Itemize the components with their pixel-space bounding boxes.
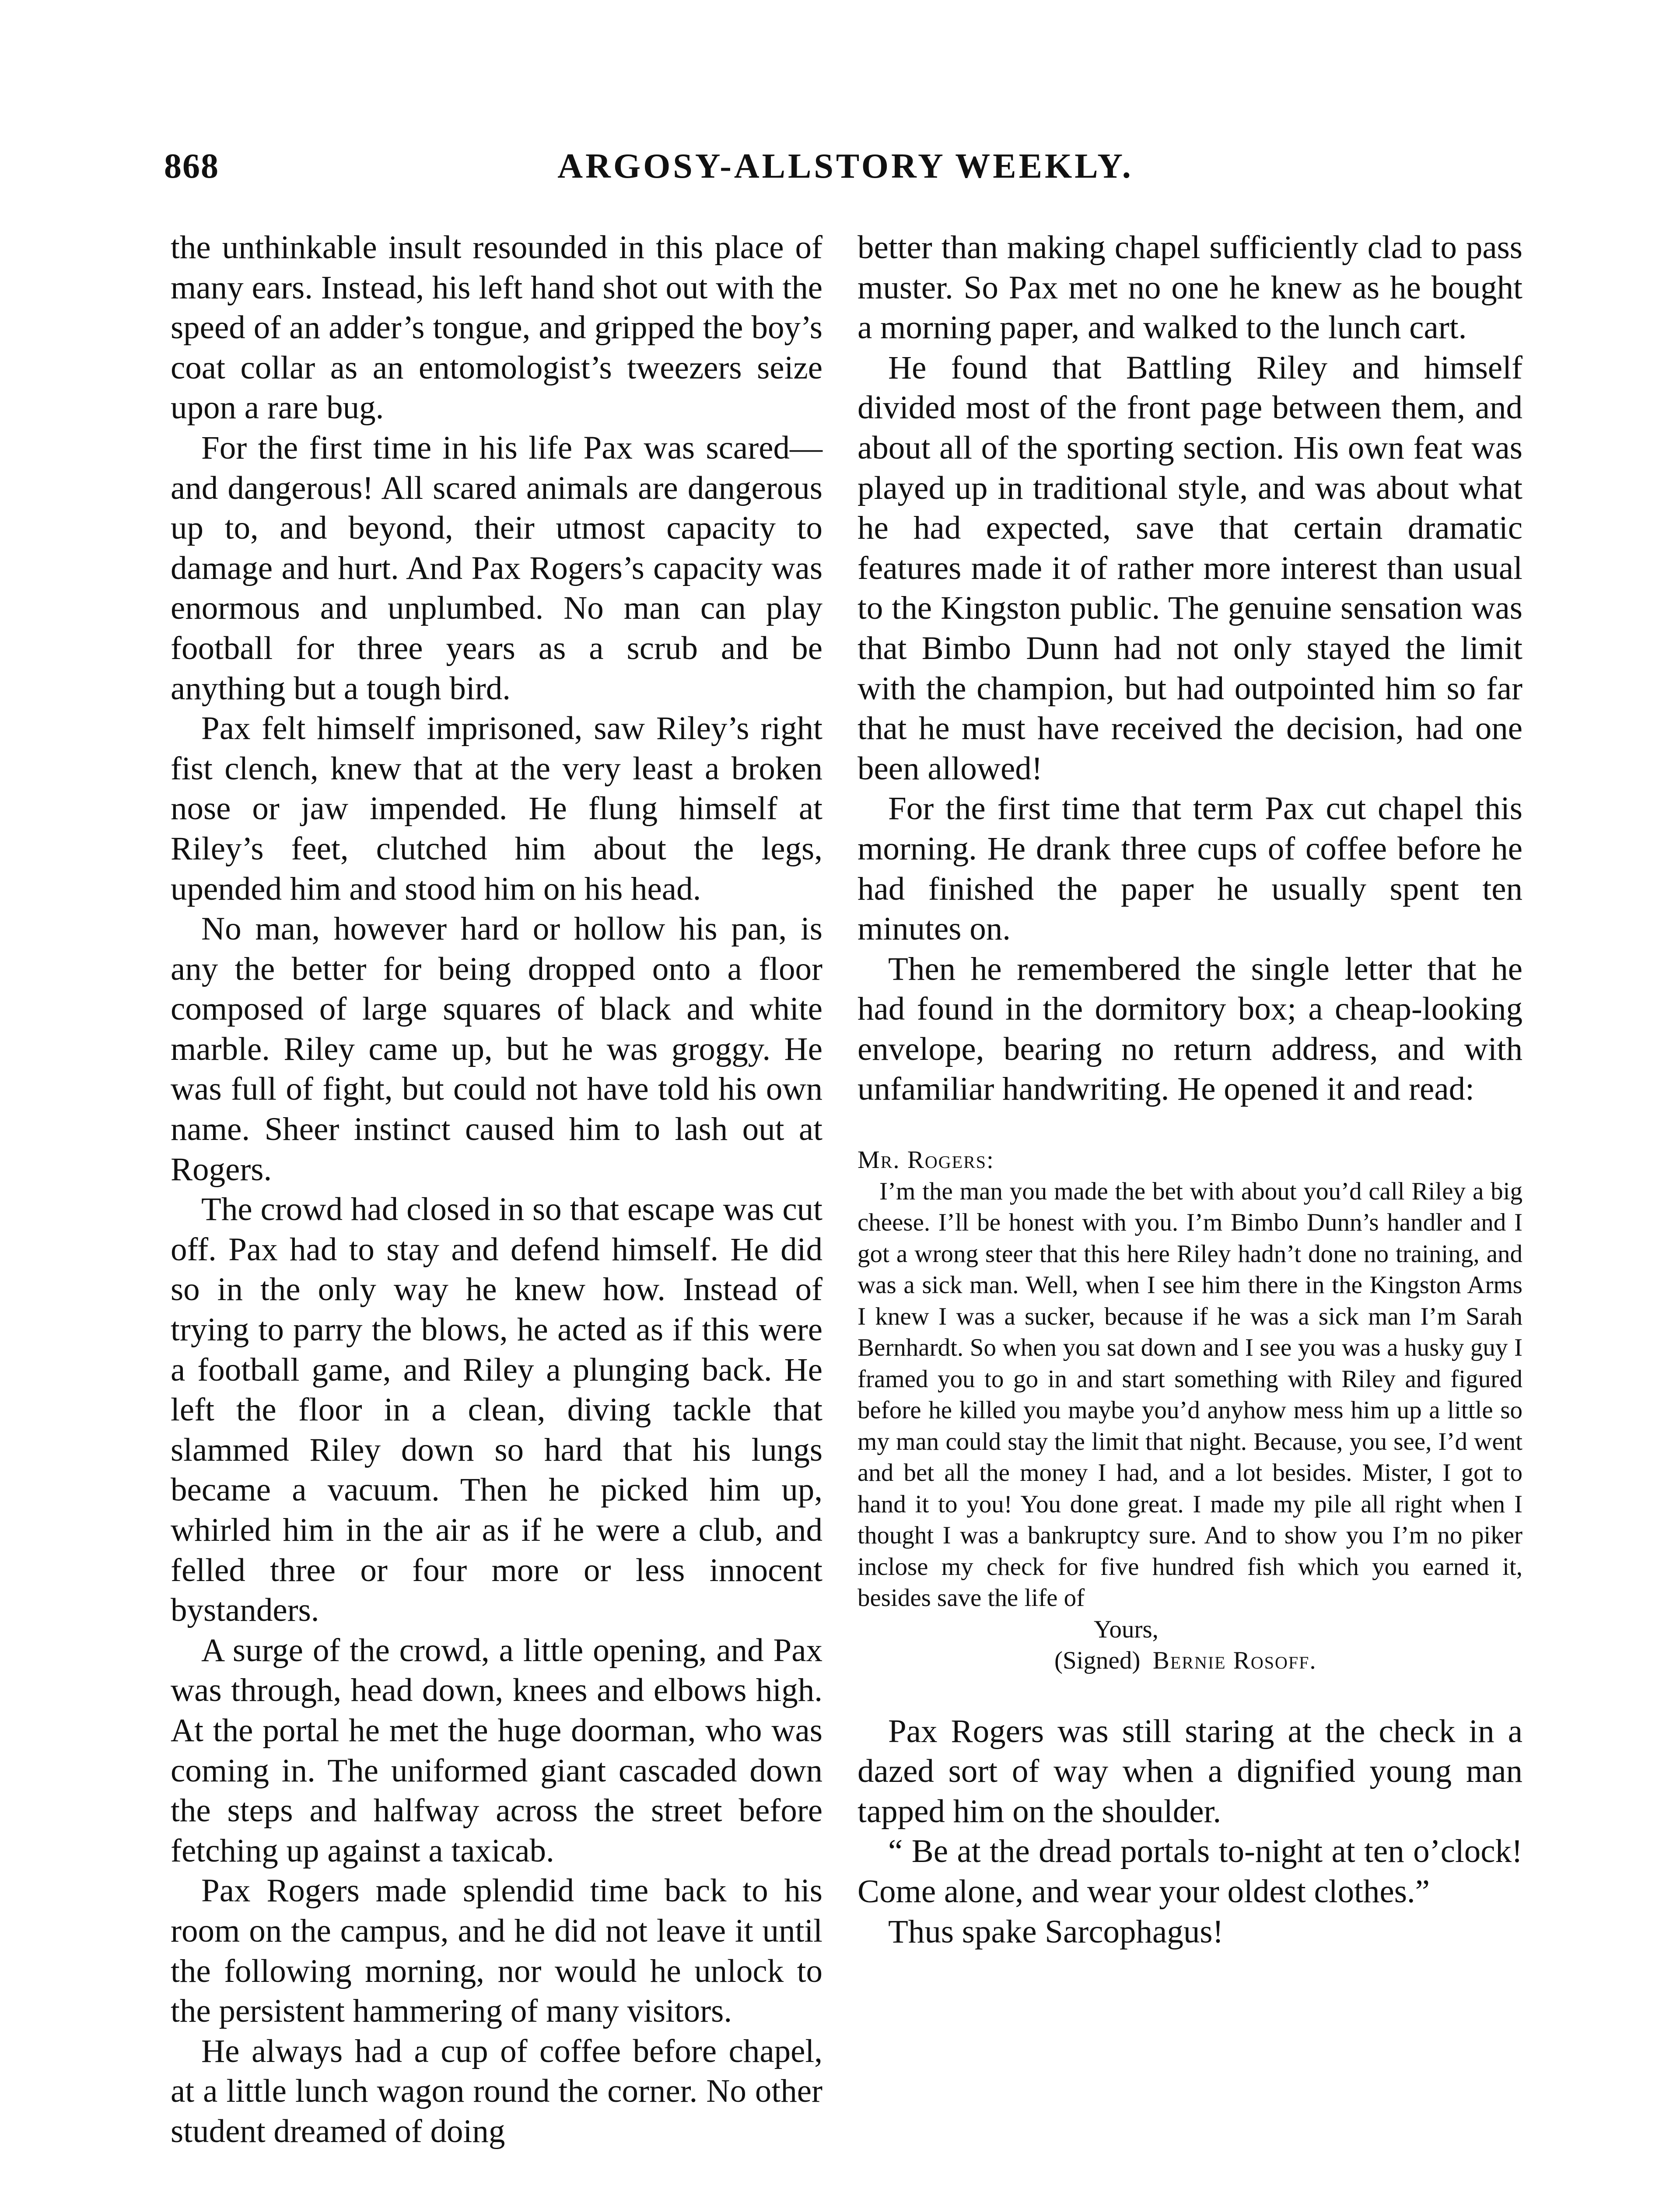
signature-name: Bernie Rosoff.	[1152, 1647, 1317, 1675]
paragraph: better than making chapel sufficiently clad to pass muster. So Pax met no one he knew as he bought a morning paper, and walked to the lunch cart.	[858, 229, 1522, 346]
page-header	[164, 147, 1527, 199]
paragraph: He found that Battling Riley and himself divided most of the front page between them, and about all of the sporting section. His own feat was played up in traditional style, and was about what he had expected, save that certain dramatic features made it of rather more interest than usual to the Kingston public. The genuine sensation was that Bimbo Dunn had not only stayed the limit with the champion, but had outpointed him so far that he must have received the decision, had one been allowed!	[858, 349, 1522, 787]
paragraph: Pax felt himself imprisoned, saw Riley’s right fist clench, knew that at the very least a broken nose or jaw impended. He flung himself at Riley’s feet, clutched him about the legs, upended him and stood him on his head.	[171, 710, 822, 907]
left-column	[171, 228, 822, 2152]
running-title: ARGOSY-ALLSTORY WEEKLY.	[557, 147, 1134, 186]
paragraph: “ Be at the dread portals to-night at ten o’clock! Come alone, and wear your oldest clothes.”	[858, 1833, 1522, 1910]
paragraph: Pax Rogers was still staring at the check in a dazed sort of way when a dignified young man tapped him on the shoulder.	[858, 1713, 1522, 1830]
paragraph: The crowd had closed in so that escape was cut off. Pax had to stay and defend himself. He did so in the only way he knew how. Instead of trying to parry the blows, he acted as if this were a football game, and Riley a plunging back. He left the floor in a clean, diving tackle that slammed Riley down so hard that his lungs became a vacuum. Then he picked him up, whirled him in the air as if he were a club, and felled three or four more or less innocent bystanders.	[171, 1191, 822, 1629]
signed-prefix: (Signed)	[1054, 1647, 1141, 1675]
page-number: 868	[164, 147, 219, 186]
letter-body: I’m the man you made the bet with about you’d call Riley a big cheese. I’ll be honest with you. I’m Bimbo Dunn’s handler and I got a wrong steer that this here Riley hadn’t done no training, and was a sick man. Well, when I see him there in the Kingston Arms I knew I was a sucker, because if he was a sick man I’m Sarah Bernhardt. So when you sat down and I see you was a husky guy I framed you to go in and start something with Riley and figured before he killed you maybe you’d anyhow mess him up a little so my man could stay the limit that night. Because, you see, I’d went and bet all the money I had, and a lot besides. Mister, I got to hand it to you! You done great. I made my pile all right when I thought I was a bankruptcy sure. And to show you I’m no piker inclose my check for five hundred fish which you earned it, besides save the life of	[858, 1177, 1522, 1612]
right-column	[858, 228, 1522, 1952]
paragraph: the unthinkable insult resounded in this place of many ears. Instead, his left hand shot out with the speed of an adder’s tongue, and gripped the boy’s coat collar as an entomologist’s tweezers seize upon a rare bug.	[171, 229, 822, 426]
letter-salutation: Mr. Rogers:	[858, 1146, 994, 1174]
paragraph: A surge of the crowd, a little opening, and Pax was through, head down, knees and elbows high. At the portal he met the huge doorman, who was coming in. The uniformed giant cascaded down the steps and halfway across the street before fetching up against a taxicab.	[171, 1632, 822, 1869]
letter-signature-line	[858, 1645, 1522, 1676]
paragraph: No man, however hard or hollow his pan, is any the better for being dropped onto a floor composed of large squares of black and white marble. Riley came up, but he was groggy. He was full of fight, but could not have told his own name. Sheer instinct caused him to lash out at Rogers.	[171, 911, 822, 1188]
letter-closing: Yours,	[1094, 1615, 1158, 1643]
paragraph: Pax Rogers made splendid time back to his room on the campus, and he did not leave it until the following morning, nor would he unlock to the persistent hammering of many visitors.	[171, 1872, 822, 2030]
paragraph: He always had a cup of coffee before chapel, at a little lunch wagon round the corner. No other student dreamed of doing	[171, 2033, 822, 2149]
paragraph: For the first time that term Pax cut chapel this morning. He drank three cups of coffee before he had finished the paper he usually spent ten minutes on.	[858, 790, 1522, 947]
paragraph: For the first time in his life Pax was scared—and dangerous! All scared animals are dangerous up to, and beyond, their utmost capacity to damage and hurt. And Pax Rogers’s capacity was enormous and unplumbed. No man can play football for three years as a scrub and be anything but a tough bird.	[171, 429, 822, 707]
paragraph: Then he remembered the single letter that he had found in the dormitory box; a cheap-looking envelope, bearing no return address, and with unfamiliar handwriting. He opened it and read:	[858, 950, 1522, 1108]
paragraph: Thus spake Sarcophagus!	[888, 1913, 1224, 1950]
letter-block	[858, 1144, 1522, 1676]
